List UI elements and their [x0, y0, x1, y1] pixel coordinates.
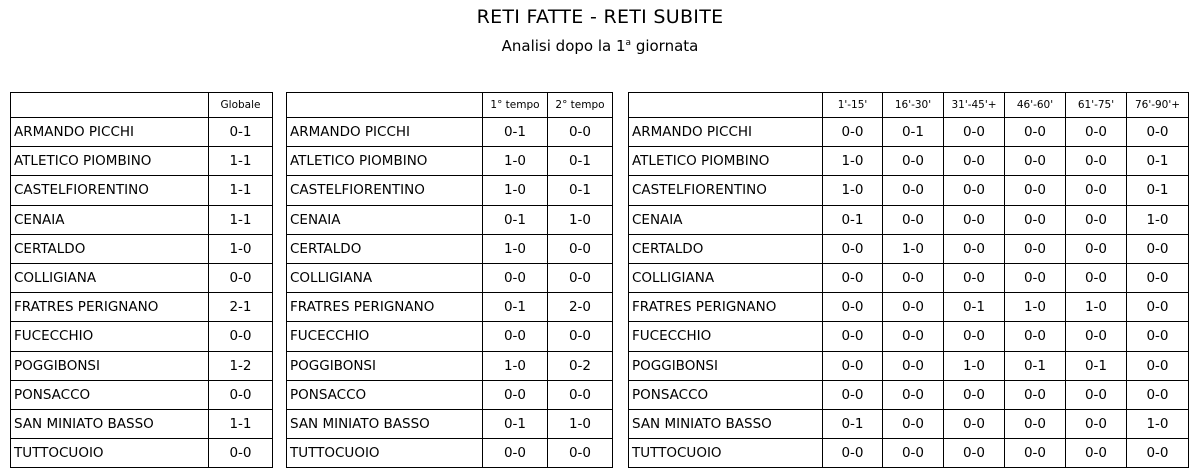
score-cell: 0-0 [1005, 322, 1066, 351]
score-cell: 1-0 [823, 147, 883, 176]
score-cell: 1-1 [209, 176, 273, 205]
team-name-cell: CERTALDO [629, 234, 823, 263]
table-row [287, 322, 613, 351]
score-cell: 0-0 [823, 234, 883, 263]
score-cell: 1-0 [883, 234, 944, 263]
score-cell: 1-0 [1066, 293, 1127, 322]
score-cell: 0-0 [548, 234, 613, 263]
table-row [287, 234, 613, 263]
team-name-cell: ARMANDO PICCHI [629, 118, 823, 147]
score-cell: 1-0 [1005, 293, 1066, 322]
score-cell: 0-0 [1127, 380, 1189, 409]
table-row [629, 351, 1189, 380]
score-cell: 1-0 [483, 176, 548, 205]
score-cell: 0-0 [1127, 351, 1189, 380]
score-cell: 0-0 [1127, 234, 1189, 263]
score-cell: 0-0 [883, 263, 944, 292]
score-cell: 0-0 [209, 380, 273, 409]
score-cell: 0-0 [209, 263, 273, 292]
column-header: 46'-60' [1005, 93, 1066, 118]
score-cell: 0-0 [1066, 322, 1127, 351]
team-name-cell: TUTTOCUOIO [287, 439, 483, 468]
table-row [629, 409, 1189, 438]
table-row [629, 293, 1189, 322]
score-cell: 1-0 [1127, 205, 1189, 234]
score-cell: 0-1 [1066, 351, 1127, 380]
team-name-cell: CENAIA [629, 205, 823, 234]
score-cell: 0-0 [548, 322, 613, 351]
table-row [11, 322, 273, 351]
score-cell: 0-0 [548, 439, 613, 468]
table-row [11, 118, 273, 147]
score-cell: 1-0 [483, 234, 548, 263]
table-row [11, 147, 273, 176]
score-cell: 0-0 [883, 147, 944, 176]
table-row [11, 409, 273, 438]
score-cell: 0-0 [944, 147, 1005, 176]
team-name-cell: ARMANDO PICCHI [11, 118, 209, 147]
score-cell: 0-0 [1127, 439, 1189, 468]
team-name-cell: SAN MINIATO BASSO [287, 409, 483, 438]
score-cell: 0-0 [1127, 322, 1189, 351]
team-name-cell: POGGIBONSI [629, 351, 823, 380]
header-team-cell [11, 93, 209, 118]
score-cell: 0-0 [483, 263, 548, 292]
score-cell: 0-0 [823, 293, 883, 322]
team-name-cell: ARMANDO PICCHI [287, 118, 483, 147]
score-cell: 0-1 [1127, 147, 1189, 176]
team-name-cell: ATLETICO PIOMBINO [11, 147, 209, 176]
column-header: 76'-90'+ [1127, 93, 1189, 118]
score-cell: 0-0 [1066, 118, 1127, 147]
score-cell: 0-0 [883, 293, 944, 322]
team-name-cell: FRATRES PERIGNANO [287, 293, 483, 322]
table-row [11, 205, 273, 234]
score-cell: 0-0 [823, 380, 883, 409]
score-cell: 0-1 [1127, 176, 1189, 205]
table-row [287, 147, 613, 176]
score-cell: 0-1 [1005, 351, 1066, 380]
score-cell: 1-1 [209, 147, 273, 176]
team-name-cell: FRATRES PERIGNANO [11, 293, 209, 322]
team-name-cell: SAN MINIATO BASSO [629, 409, 823, 438]
team-name-cell: CASTELFIORENTINO [11, 176, 209, 205]
table-row [629, 439, 1189, 468]
score-cell: 0-0 [1005, 409, 1066, 438]
table-row [629, 147, 1189, 176]
score-cell: 2-1 [209, 293, 273, 322]
team-name-cell: POGGIBONSI [11, 351, 209, 380]
header-row [629, 93, 1189, 118]
score-cell: 0-0 [944, 263, 1005, 292]
score-cell: 0-0 [823, 439, 883, 468]
team-name-cell: FUCECCHIO [11, 322, 209, 351]
score-cell: 0-0 [1005, 205, 1066, 234]
score-cell: 1-0 [944, 351, 1005, 380]
score-cell: 0-1 [483, 409, 548, 438]
table-row [629, 380, 1189, 409]
team-name-cell: PONSACCO [287, 380, 483, 409]
score-cell: 0-0 [548, 380, 613, 409]
table-row [11, 380, 273, 409]
team-name-cell: CENAIA [11, 205, 209, 234]
header-row [11, 93, 273, 118]
score-cell: 0-1 [548, 176, 613, 205]
score-cell: 0-0 [1005, 176, 1066, 205]
team-name-cell: ATLETICO PIOMBINO [287, 147, 483, 176]
header-team-cell [287, 93, 483, 118]
page-subtitle [0, 37, 1200, 55]
score-cell: 0-0 [883, 409, 944, 438]
score-cell: 0-0 [823, 351, 883, 380]
team-name-cell: PONSACCO [11, 380, 209, 409]
score-cell: 0-0 [483, 322, 548, 351]
table-row [11, 439, 273, 468]
table-row [11, 293, 273, 322]
team-name-cell: CASTELFIORENTINO [287, 176, 483, 205]
column-header: 1'-15' [823, 93, 883, 118]
team-name-cell: COLLIGIANA [287, 263, 483, 292]
score-cell: 0-0 [944, 176, 1005, 205]
table-row [287, 439, 613, 468]
score-cell: 0-0 [483, 380, 548, 409]
table-row [11, 351, 273, 380]
score-cell: 0-0 [1066, 380, 1127, 409]
score-cell: 0-0 [883, 176, 944, 205]
score-cell: 0-0 [883, 351, 944, 380]
team-name-cell: FRATRES PERIGNANO [629, 293, 823, 322]
team-name-cell: COLLIGIANA [629, 263, 823, 292]
score-cell: 0-1 [823, 205, 883, 234]
score-cell: 0-0 [1127, 263, 1189, 292]
score-cell: 0-0 [883, 205, 944, 234]
score-cell: 1-0 [823, 176, 883, 205]
table-row [629, 205, 1189, 234]
score-cell: 0-0 [1066, 205, 1127, 234]
team-name-cell: ATLETICO PIOMBINO [629, 147, 823, 176]
table-row [629, 176, 1189, 205]
score-cell: 1-0 [209, 234, 273, 263]
score-cell: 0-0 [1066, 409, 1127, 438]
table-row [11, 176, 273, 205]
score-cell: 0-0 [944, 409, 1005, 438]
team-name-cell: POGGIBONSI [287, 351, 483, 380]
score-cell: 0-1 [944, 293, 1005, 322]
score-cell: 0-0 [944, 380, 1005, 409]
score-cell: 1-2 [209, 351, 273, 380]
score-cell: 0-0 [1127, 293, 1189, 322]
team-name-cell: SAN MINIATO BASSO [11, 409, 209, 438]
score-cell: 0-0 [1005, 263, 1066, 292]
score-cell: 0-0 [1005, 147, 1066, 176]
score-cell: 0-0 [1066, 234, 1127, 263]
score-cell: 0-0 [823, 263, 883, 292]
score-cell: 0-1 [883, 118, 944, 147]
score-cell: 0-0 [1066, 176, 1127, 205]
score-cell: 0-0 [883, 322, 944, 351]
score-cell: 0-0 [883, 380, 944, 409]
subtitle-suffix: giornata [631, 37, 699, 55]
score-cell: 0-0 [548, 263, 613, 292]
score-cell: 0-0 [209, 439, 273, 468]
score-cell: 0-2 [548, 351, 613, 380]
table-row [11, 263, 273, 292]
team-name-cell: CERTALDO [287, 234, 483, 263]
score-cell: 0-0 [1005, 439, 1066, 468]
score-cell: 0-0 [944, 322, 1005, 351]
column-header: 31'-45'+ [944, 93, 1005, 118]
team-name-cell: TUTTOCUOIO [11, 439, 209, 468]
score-cell: 0-1 [209, 118, 273, 147]
column-header: 61'-75' [1066, 93, 1127, 118]
table-globale [10, 92, 273, 468]
team-name-cell: PONSACCO [629, 380, 823, 409]
score-cell: 0-0 [1066, 263, 1127, 292]
score-cell: 0-1 [548, 147, 613, 176]
table-intervalli [628, 92, 1189, 468]
table-row [287, 293, 613, 322]
score-cell: 2-0 [548, 293, 613, 322]
score-cell: 0-0 [944, 205, 1005, 234]
score-cell: 0-0 [1127, 118, 1189, 147]
score-cell: 0-0 [823, 322, 883, 351]
score-cell: 0-0 [944, 234, 1005, 263]
score-cell: 1-0 [483, 351, 548, 380]
score-cell: 0-0 [1066, 147, 1127, 176]
score-cell: 0-0 [483, 439, 548, 468]
score-cell: 0-0 [1066, 439, 1127, 468]
column-header: 16'-30' [883, 93, 944, 118]
table-row [629, 234, 1189, 263]
score-cell: 1-0 [1127, 409, 1189, 438]
score-cell: 1-0 [483, 147, 548, 176]
team-name-cell: CASTELFIORENTINO [629, 176, 823, 205]
subtitle-text: Analisi dopo la 1 [501, 37, 626, 55]
page-title: RETI FATTE - RETI SUBITE [476, 6, 724, 28]
table-row [629, 263, 1189, 292]
score-cell: 0-0 [1005, 380, 1066, 409]
team-name-cell: CENAIA [287, 205, 483, 234]
table-row [287, 380, 613, 409]
table-row [629, 118, 1189, 147]
table-row [629, 322, 1189, 351]
score-cell: 0-0 [1005, 234, 1066, 263]
team-name-cell: CERTALDO [11, 234, 209, 263]
team-name-cell: COLLIGIANA [11, 263, 209, 292]
table-row [287, 351, 613, 380]
score-cell: 0-0 [823, 118, 883, 147]
score-cell: 1-1 [209, 409, 273, 438]
team-name-cell: TUTTOCUOIO [629, 439, 823, 468]
score-cell: 0-0 [209, 322, 273, 351]
score-cell: 0-1 [483, 293, 548, 322]
column-header: 2° tempo [548, 93, 613, 118]
score-cell: 0-1 [823, 409, 883, 438]
score-cell: 1-1 [209, 205, 273, 234]
score-cell: 0-0 [1005, 118, 1066, 147]
table-tempi [286, 92, 613, 468]
team-name-cell: FUCECCHIO [287, 322, 483, 351]
table-row [287, 263, 613, 292]
score-cell: 1-0 [548, 205, 613, 234]
table-row [287, 176, 613, 205]
table-row [287, 409, 613, 438]
table-row [287, 118, 613, 147]
score-cell: 0-1 [483, 118, 548, 147]
table-row [287, 205, 613, 234]
header-team-cell [629, 93, 823, 118]
header-row [287, 93, 613, 118]
column-header: Globale [209, 93, 273, 118]
score-cell: 1-0 [548, 409, 613, 438]
table-row [11, 234, 273, 263]
score-cell: 0-0 [548, 118, 613, 147]
score-cell: 0-0 [944, 118, 1005, 147]
column-header: 1° tempo [483, 93, 548, 118]
score-cell: 0-0 [944, 439, 1005, 468]
subtitle-ordinal: a [625, 38, 632, 48]
team-name-cell: FUCECCHIO [629, 322, 823, 351]
score-cell: 0-1 [483, 205, 548, 234]
score-cell: 0-0 [883, 439, 944, 468]
